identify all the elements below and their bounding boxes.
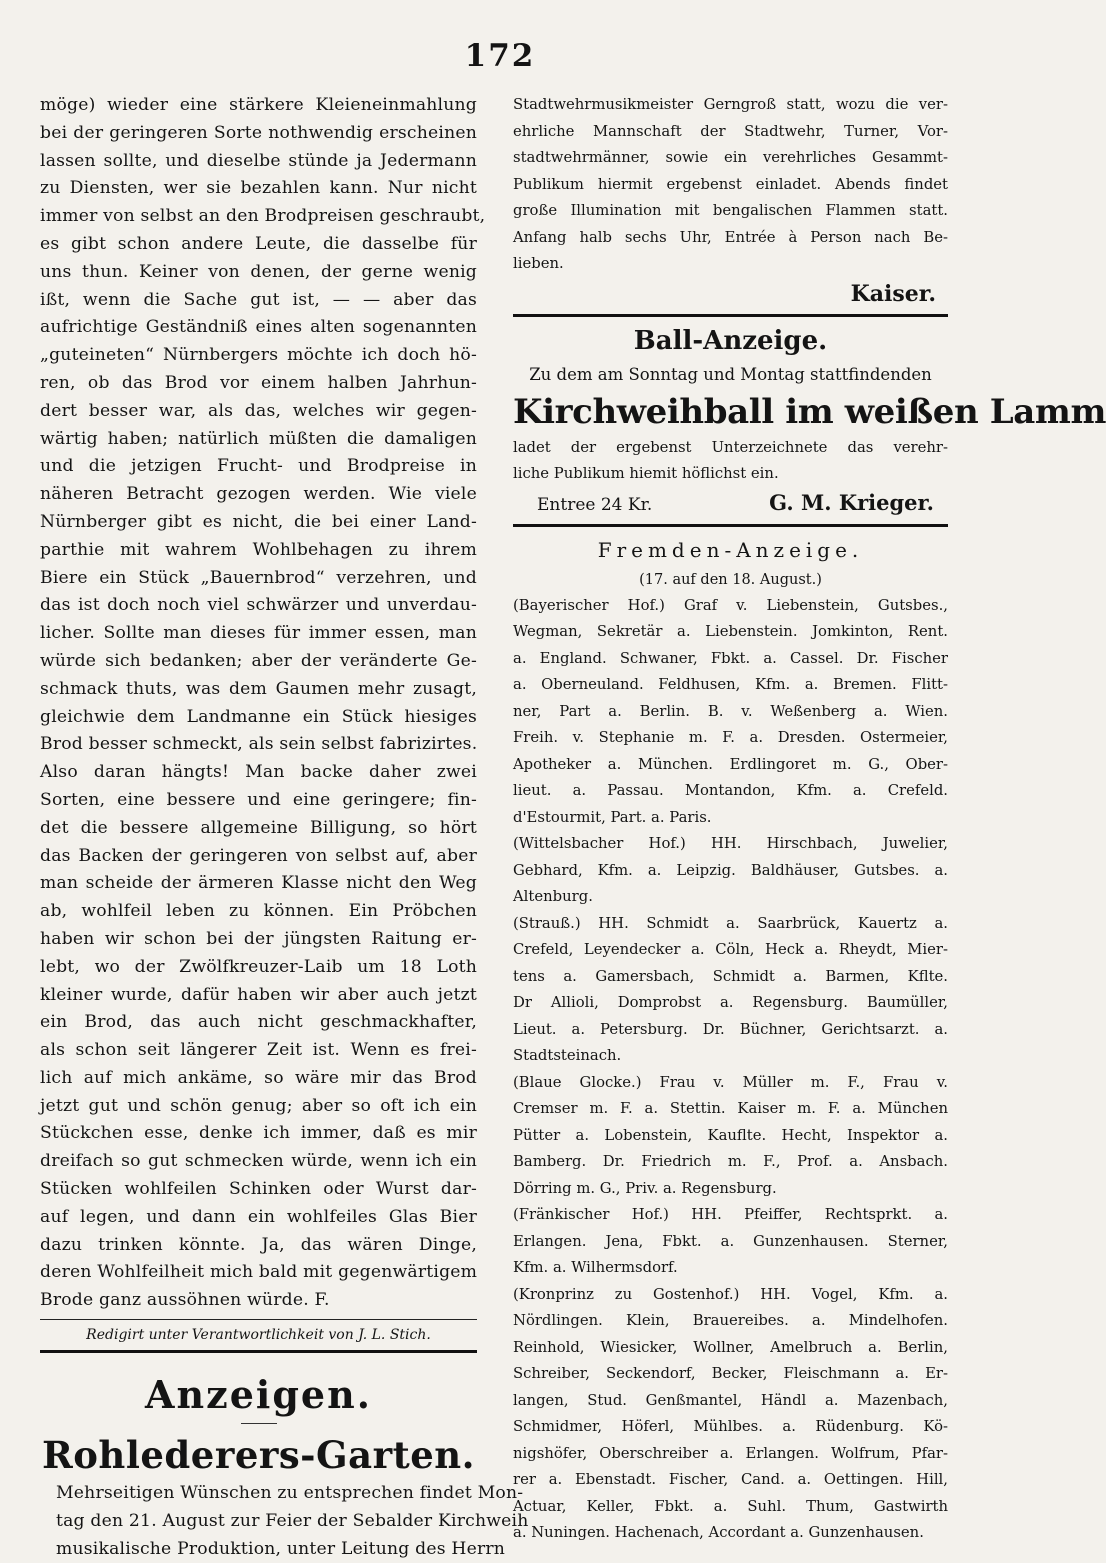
fremden-date: (17. auf den 18. August.): [639, 571, 822, 588]
text-line: man scheide der ärmeren Klasse nicht den Weg: [40, 873, 477, 894]
text-line: kleiner wurde, dafür haben wir aber auch jetzt: [40, 984, 477, 1005]
text-line: ner, Part a. Berlin. B. v. Weßenberg a. Wien.: [513, 702, 948, 720]
text-line: wärtig haben; natürlich müßten die damaligen: [40, 428, 477, 449]
text-line: Schreiber, Seckendorf, Becker, Fleischmann a. Er-: [513, 1365, 948, 1382]
ball-event-name: Kirchweihball im weißen Lamm: [513, 391, 1106, 432]
text-line: ab, wohlfeil leben zu können. Ein Pröbchen: [40, 901, 477, 922]
bread-article: [40, 92, 486, 1315]
text-line: Brod besser schmeckt, als sein selbst fabrizirtes.: [40, 734, 478, 755]
text-line: es gibt schon andere Leute, die dasselbe für: [40, 233, 477, 254]
text-line: Bamberg. Dr. Friedrich m. F., Prof. a. Ansbach.: [513, 1153, 948, 1170]
text-line: ein Brod, das auch nicht geschmackhafter,: [40, 1012, 477, 1033]
text-line: ladet der ergebenst Unterzeichnete das verehr-: [513, 438, 948, 456]
text-line: Nördlingen. Klein, Brauereibes. a. Mindelhofen.: [513, 1312, 948, 1329]
ball-intro: Zu dem am Sonntag und Montag stattfindenden: [529, 364, 932, 384]
text-line: (Strauß.) HH. Schmidt a. Saarbrück, Kauertz a.: [513, 914, 948, 932]
text-line: dreifach so gut schmecken würde, wenn ich ein: [40, 1151, 477, 1172]
text-line: musikalische Produktion, unter Leitung des Herrn: [56, 1538, 506, 1559]
text-line: lieut. a. Passau. Montandon, Kfm. a. Crefeld.: [513, 782, 948, 799]
text-line: liche Publikum hiemit höflichst ein.: [513, 465, 779, 482]
text-line: gleichwie dem Landmanne ein Stück hiesiges: [40, 706, 477, 727]
text-line: rer a. Ebenstadt. Fischer, Cand. a. Oettingen. Hill,: [513, 1471, 948, 1488]
text-line: ren, ob das Brod vor einem halben Jahrhun-: [40, 372, 477, 393]
text-line: a. England. Schwaner, Fbkt. a. Cassel. Dr. Fischer: [513, 649, 948, 667]
text-line: Sorten, eine bessere und eine geringere; fin-: [40, 789, 477, 810]
text-line: Dörring m. G., Priv. a. Regensburg.: [513, 1179, 777, 1197]
text-line: det die bessere allgemeine Billigung, so hört: [40, 817, 477, 838]
concert-announcement: [513, 92, 948, 278]
anzeigen-heading: Anzeigen.: [145, 1372, 372, 1418]
text-line: d'Estourmit, Part. a. Paris.: [513, 808, 712, 826]
text-line: Stückchen esse, denke ich immer, daß es mir: [40, 1123, 477, 1144]
divider: [513, 314, 948, 317]
text-line: Gebhard, Kfm. a. Leipzig. Baldhäuser, Gutsbes. a.: [513, 861, 948, 879]
text-line: Altenburg.: [513, 888, 593, 905]
concert-signature: Kaiser.: [850, 280, 936, 307]
text-line: Crefeld, Leyendecker a. Cöln, Heck a. Rheydt, Mier-: [513, 941, 948, 958]
text-line: Wegman, Sekretär a. Liebenstein. Jomkinton, Rent.: [513, 623, 948, 640]
text-line: möge) wieder eine stärkere Kleieneinmahlung: [40, 95, 477, 115]
text-line: auf legen, und dann ein wohlfeiles Glas Bier: [40, 1206, 477, 1227]
text-line: dazu trinken könnte. Ja, das wären Dinge,: [40, 1234, 477, 1255]
text-line: „guteineten“ Nürnbergers möchte ich doch hö-: [40, 345, 477, 366]
text-line: Freih. v. Stephanie m. F. a. Dresden. Ostermeier,: [513, 729, 948, 746]
text-line: a. Oberneuland. Feldhusen, Kfm. a. Bremen. Flitt-: [513, 676, 948, 693]
text-line: näheren Betracht gezogen werden. Wie viele: [40, 484, 477, 505]
text-line: licher. Sollte man dieses für immer essen, man: [40, 623, 477, 644]
fremden-list: [513, 593, 948, 1547]
text-line: jetzt gut und schön genug; aber so oft ich ein: [40, 1095, 477, 1116]
text-line: (Blaue Glocke.) Frau v. Müller m. F., Frau v.: [513, 1073, 948, 1091]
text-line: als schon seit längerer Zeit ist. Wenn es frei-: [40, 1040, 477, 1061]
ball-invitation: [513, 435, 948, 488]
text-line: parthie mit wahrem Wohlbehagen zu ihrem: [40, 539, 477, 560]
text-line: Biere ein Stück „Bauernbrod“ verzehren, und: [40, 567, 477, 588]
text-line: ißt, wenn die Sache gut ist, — — aber das: [40, 289, 477, 310]
text-line: schmack thuts, was dem Gaumen mehr zusagt,: [40, 678, 477, 699]
text-line: Stücken wohlfeilen Schinken oder Wurst dar-: [40, 1179, 477, 1200]
text-line: Dr Allioli, Domprobst a. Regensburg. Baumüller,: [513, 994, 948, 1011]
text-line: (Wittelsbacher Hof.) HH. Hirschbach, Juwelier,: [513, 835, 948, 852]
text-line: Erlangen. Jena, Fbkt. a. Gunzenhausen. Sterner,: [513, 1232, 948, 1250]
text-line: Pütter a. Lobenstein, Kaufltе. Hecht, Inspektor a.: [513, 1126, 948, 1144]
text-line: immer von selbst an den Brodpreisen geschraubt,: [40, 206, 486, 227]
text-line: Reinhold, Wiesicker, Wollner, Amelbruch a. Berlin,: [513, 1338, 948, 1356]
text-line: (Bayerischer Hof.) Graf v. Liebenstein, Gutsbes.,: [513, 596, 948, 614]
ball-signature: G. M. Krieger.: [769, 489, 934, 515]
text-line: Lieut. a. Petersburg. Dr. Büchner, Gerichtsarzt. a.: [513, 1020, 948, 1038]
text-line: Actuar, Keller, Fbkt. a. Suhl. Thum, Gastwirth: [513, 1497, 948, 1515]
text-line: ehrliche Mannschaft der Stadtwehr, Turner, Vor-: [513, 122, 948, 140]
text-line: Schmidmer, Höferl, Mühlbes. a. Rüdenburg. Kö-: [513, 1418, 948, 1435]
text-line: lich auf mich ankäme, so wäre mir das Brod: [40, 1067, 477, 1088]
fremden-title: Fremden-Anzeige.: [597, 537, 864, 562]
text-line: tens a. Gamersbach, Schmidt a. Barmen, Kfltе.: [513, 967, 948, 985]
text-line: stadtwehrmänner, sowie ein verehrliches Gesammt-: [513, 149, 948, 166]
text-line: deren Wohlfeilheit mich bald mit gegenwärtigem: [40, 1262, 478, 1283]
text-line: das ist doch noch viel schwärzer und unverdau-: [40, 595, 477, 616]
divider: [40, 1350, 477, 1353]
text-line: (Kronprinz zu Gostenhof.) HH. Vogel, Kfm. a.: [513, 1285, 948, 1303]
text-line: Mehrseitigen Wünschen zu entsprechen findet Mon-: [56, 1483, 524, 1504]
text-line: aufrichtige Geständniß eines alten sogenannten: [40, 317, 477, 338]
page-number: 172: [464, 38, 536, 74]
text-line: langen, Stud. Genßmantel, Händl a. Mazenbach,: [513, 1391, 948, 1409]
text-line: Anfang halb sechs Uhr, Entrée à Person nach Be-: [513, 228, 948, 246]
text-line: uns thun. Keiner von denen, der gerne wenig: [40, 261, 477, 282]
text-line: Cremser m. F. a. Stettin. Kaiser m. F. a. München: [513, 1100, 948, 1117]
text-line: Stadtwehrmusikmeister Gerngroß statt, wozu die ver-: [513, 96, 948, 113]
text-line: Publikum hiermit ergebenst einladet. Abends findet: [513, 175, 948, 193]
text-line: (Fränkischer Hof.) HH. Pfeiffer, Rechtsprkt. a.: [513, 1206, 948, 1223]
ball-entree-row: [513, 488, 948, 520]
text-line: nigshöfer, Oberschreiber a. Erlangen. Wolfrum, Pfar-: [513, 1444, 948, 1462]
garten-heading: Rohlederers-Garten.: [41, 1433, 476, 1478]
ball-title: Ball-Anzeige.: [633, 325, 828, 356]
text-line: tag den 21. August zur Feier der Sebalder Kirchweih: [56, 1510, 529, 1531]
text-line: Kfm. a. Wilhermsdorf.: [513, 1259, 678, 1276]
text-line: würde sich bedanken; aber der veränderte Ge-: [40, 650, 477, 671]
divider: [241, 1423, 277, 1424]
text-line: dert besser war, als das, welches wir gegen-: [40, 400, 477, 421]
text-line: lassen sollte, und dieselbe stünde ja Jedermann: [40, 150, 477, 171]
text-line: Brode ganz aussöhnen würde. F.: [40, 1290, 330, 1311]
text-line: Nürnberger gibt es nicht, die bei einer Land-: [40, 511, 477, 532]
text-line: lieben.: [513, 255, 564, 272]
text-line: große Illumination mit bengalischen Flammen statt.: [513, 202, 948, 219]
text-line: bei der geringeren Sorte nothwendig erscheinen: [40, 122, 477, 143]
left-column: [40, 92, 529, 1563]
text-line: haben wir schon bei der jüngsten Raitung er-: [40, 928, 477, 949]
text-line: das Backen der geringeren von selbst auf, aber: [40, 845, 477, 866]
text-line: Also daran hängts! Man backe daher zwei: [40, 762, 477, 783]
editor-note: Redigirt unter Verantwortlichkeit von J. L. Stich.: [86, 1327, 431, 1344]
divider: [40, 1319, 477, 1320]
text-line: Apotheker a. München. Erdlingoret m. G., Ober-: [513, 755, 948, 773]
text-line: Stadtsteinach.: [513, 1047, 622, 1064]
text-line: a. Nuningen. Hachenach, Accordant a. Gunzenhausen.: [513, 1524, 924, 1541]
text-line: zu Diensten, wer sie bezahlen kann. Nur nicht: [40, 178, 477, 199]
right-column: [513, 92, 1106, 1547]
garten-announcement: [40, 1480, 529, 1563]
text-line: lebt, wo der Zwölfkreuzer-Laib um 18 Loth: [40, 956, 477, 977]
divider: [513, 524, 948, 527]
text-line: und die jetzigen Frucht- und Brodpreise in: [40, 456, 477, 477]
ball-entree: Entree 24 Kr.: [537, 494, 653, 515]
